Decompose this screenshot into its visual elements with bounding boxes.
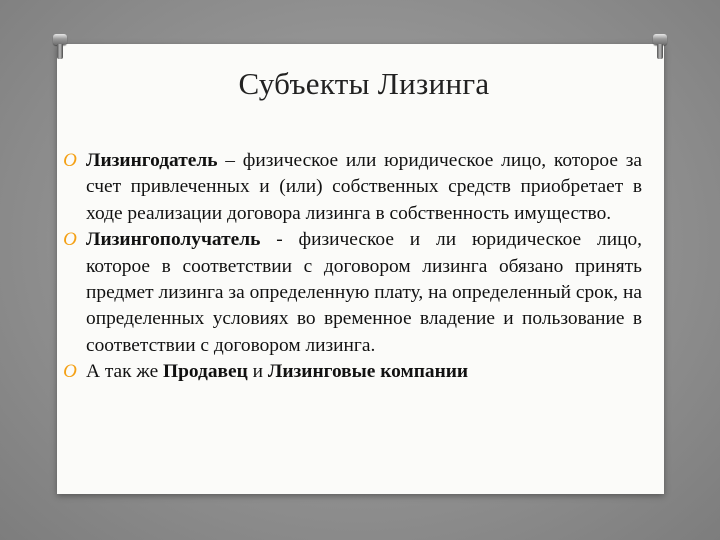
term-lessor: Лизингодатель <box>86 150 218 171</box>
text-also: А так же <box>86 361 164 383</box>
term-seller: Продавец <box>163 361 248 383</box>
slide-title: Субъекты Лизинга <box>238 66 490 101</box>
bullet-list <box>62 148 642 386</box>
term-lessee: Лизингополучатель <box>86 229 261 251</box>
bullet-icon: O <box>63 229 77 251</box>
bullet-icon: O <box>63 150 77 171</box>
text-and: и <box>247 361 268 383</box>
definition-lessee: - физическое и ли юридическое лицо, которое в соответствии с договором лизинга обязано принять предмет лизинга за определенную плату, на определенный срок, на определенных условиях во временное владение и пользование в соответствии с договором лизинга. <box>86 229 642 356</box>
list-item <box>62 148 642 227</box>
definition-lessor: – физическое или юридическое лицо, которое за счет привлеченных и (или) собственных средств приобретает в ходе реализации договора лизинга в собственность имущество. <box>86 150 642 224</box>
list-item <box>62 227 642 359</box>
bullet-icon: O <box>63 361 77 383</box>
list-item <box>62 359 642 385</box>
pushpin-left-icon <box>53 34 67 60</box>
term-leasing-companies: Лизинговые компании <box>267 361 469 383</box>
pushpin-right-icon <box>653 34 667 60</box>
